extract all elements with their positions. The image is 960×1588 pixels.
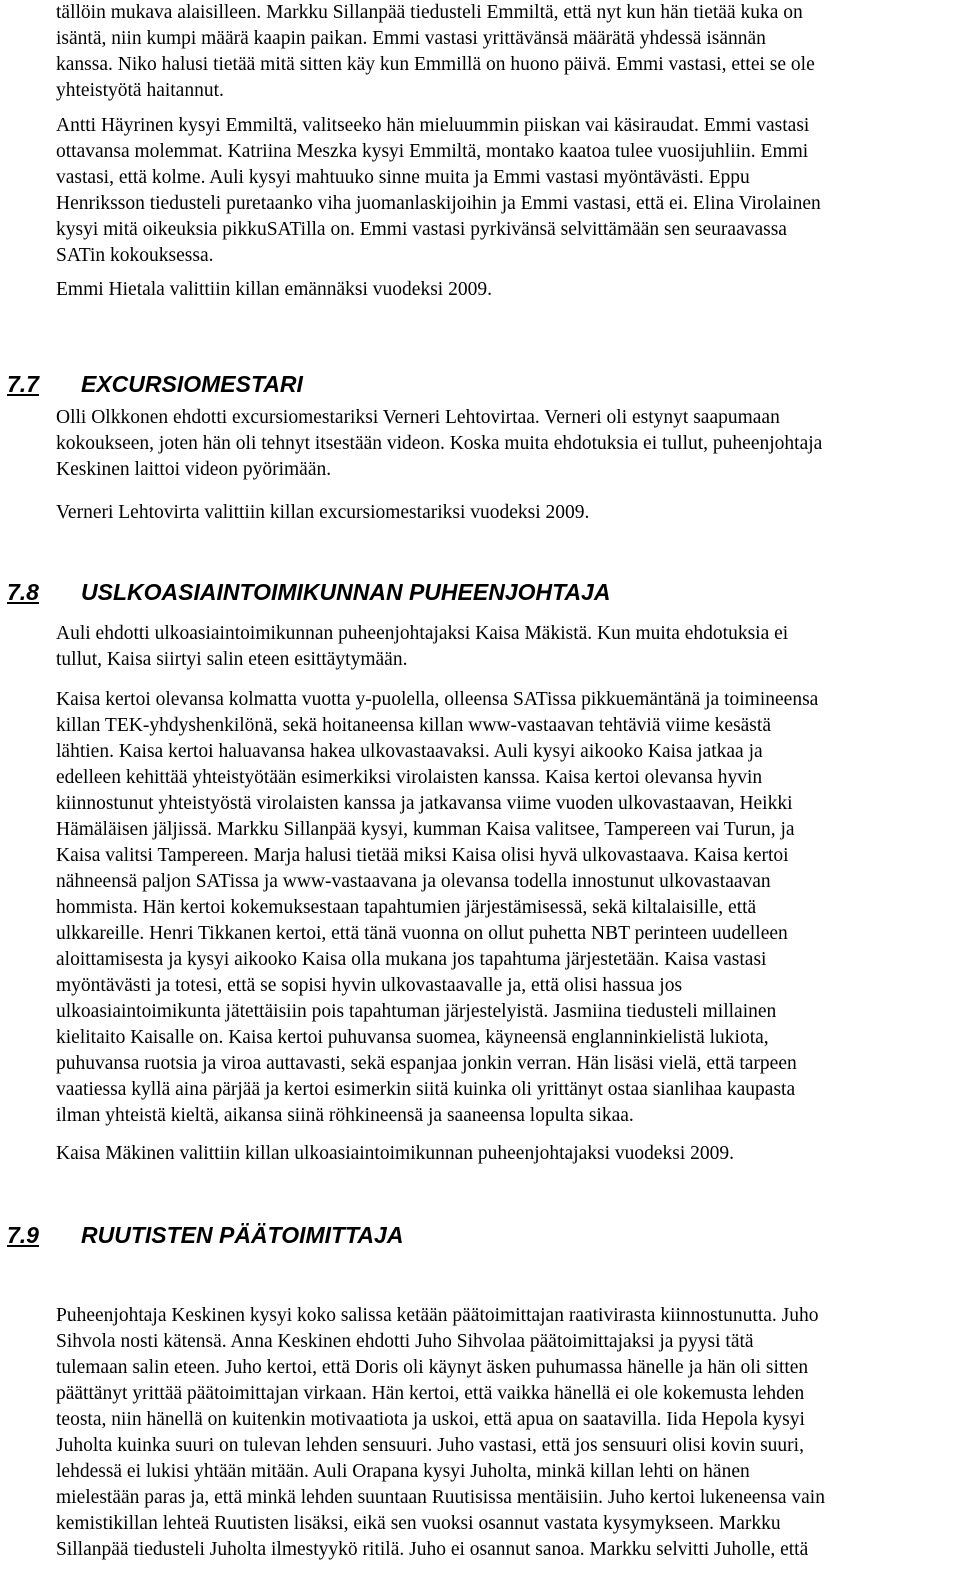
paragraph bbox=[56, 621, 956, 673]
text-line: myöntävästi ja totesi, että se sopisi hyvin ulkovastaavalle ja, että olisi hassua jos bbox=[56, 975, 683, 996]
text-line: edelleen kehittää yhteistyötään esimerkiksi virolaisten kanssa. Kaisa kertoi olevansa hyvin bbox=[56, 767, 763, 788]
text-line: killan TEK-yhdyshenkilönä, sekä hoitaneensa killan www-vastaavan tehtäviä viime kesästä bbox=[56, 715, 771, 736]
text-line: tällöin mukava alaisilleen. Markku Sillanpää tiedusteli Emmiltä, että nyt kun hän tietää kuka on bbox=[56, 2, 803, 23]
text-line: Emmi Hietala valittiin killan emännäksi vuodeksi 2009. bbox=[56, 279, 492, 300]
section-number: 7.7 bbox=[7, 371, 39, 397]
text-line: Olli Olkkonen ehdotti excursiomestariksi Verneri Lehtovirtaa. Verneri oli estynyt saapumaan bbox=[56, 407, 780, 428]
text-line: Verneri Lehtovirta valittiin killan excursiomestariksi vuodeksi 2009. bbox=[56, 502, 590, 523]
text-line: kanssa. Niko halusi tietää mitä sitten käy kun Emmillä on huono päivä. Emmi vastasi, ettei se ole bbox=[56, 54, 815, 75]
text-line: kielitaito Kaisalle on. Kaisa kertoi puhuvansa suomea, käyneensä englanninkielistä lukiota, bbox=[56, 1027, 769, 1048]
text-line: Antti Häyrinen kysyi Emmiltä, valitseeko hän mieluummin piiskan vai käsiraudat. Emmi vastasi bbox=[56, 115, 810, 136]
text-line: Keskinen laittoi videon pyörimään. bbox=[56, 459, 332, 480]
section-title: EXCURSIOMESTARI bbox=[81, 371, 303, 397]
text-line: ilman yhteistä kieltä, aikansa siinä röhkineensä ja saaneensa lopulta sikaa. bbox=[56, 1105, 634, 1126]
text-line: lehdessä ei lukisi yhtään mitään. Auli Orapana kysyi Juholta, minkä killan lehti on hänen bbox=[56, 1461, 750, 1482]
paragraph bbox=[56, 0, 956, 104]
paragraph bbox=[56, 687, 956, 1129]
text-line: yhteistyötä haitannut. bbox=[56, 80, 224, 101]
text-line: SATin kokouksessa. bbox=[56, 245, 214, 266]
text-line: mielestään paras ja, että minkä lehden suuntaan Ruutisissa mentäisiin. Juho kertoi lukeneensa vain bbox=[56, 1487, 825, 1508]
text-line: Kaisa kertoi olevansa kolmatta vuotta y-puolella, olleensa SATissa pikkuemäntänä ja toimineensa bbox=[56, 689, 819, 710]
text-line: Kaisa Mäkinen valittiin killan ulkoasiaintoimikunnan puheenjohtajaksi vuodeksi 2009. bbox=[56, 1143, 735, 1164]
paragraph bbox=[56, 1303, 956, 1563]
text-line: teosta, niin hänellä on kuitenkin motivaatiota ja uskoi, että apua on saatavilla. Iida Hepola kysyi bbox=[56, 1409, 805, 1430]
paragraph bbox=[56, 405, 956, 483]
text-line: kysyi mitä oikeuksia pikkuSATilla on. Emmi vastasi pyrkivänsä selvittämään sen seuraavassa bbox=[56, 219, 787, 240]
text-line: vaatiessa kyllä aina pärjää ja kertoi esimerkin siitä kuinka oli yrittänyt ostaa sianlihaa kaupasta bbox=[56, 1079, 796, 1100]
text-line: Henriksson tiedusteli puretaanko viha juomanlaskijoihin ja Emmi vastasi, että ei. Elina Virolainen bbox=[56, 193, 821, 214]
section-title: RUUTISTEN PÄÄTOIMITTAJA bbox=[81, 1222, 404, 1248]
text-line: ulkkareille. Henri Tikkanen kertoi, että tänä vuonna on ollut puhetta NBT perinteen uudelleen bbox=[56, 923, 788, 944]
text-line: kemistikillan lehteä Ruutisten lisäksi, eikä sen vuoksi osannut vastata kysymykseen. Markku bbox=[56, 1513, 781, 1534]
text-line: aloittamisesta ja kysyi aikooko Kaisa olla mukana jos tapahtuma järjestetään. Kaisa vastasi bbox=[56, 949, 767, 970]
text-line: ulkoasiaintoimikunta jätettäisiin pois tapahtuman järjestelyistä. Jasmiina tiedusteli millainen bbox=[56, 1001, 777, 1022]
text-line: puhuvansa ruotsia ja viroa auttavasti, sekä espanjaa jonkin verran. Hän lisäsi vielä, että tarpeen bbox=[56, 1053, 797, 1074]
text-line: vastasi, että kolme. Auli kysyi mahtuuko sinne muita ja Emmi vastasi myöntävästi. Eppu bbox=[56, 167, 750, 188]
section-title: USLKOASIAINTOIMIKUNNAN PUHEENJOHTAJA bbox=[81, 579, 611, 605]
paragraph bbox=[56, 1141, 956, 1167]
text-line: päättänyt yrittää päätoimittajan virkaan. Hän kertoi, että vaikka hänellä ei ole kokemusta lehden bbox=[56, 1383, 805, 1404]
text-line: tullut, Kaisa siirtyi salin eteen esittäytymään. bbox=[56, 649, 408, 670]
text-line: Sillanpää tiedusteli Juholta ilmestyykö ritilä. Juho ei osannut sanoa. Markku selvitti Juholle, että bbox=[56, 1539, 809, 1560]
paragraph bbox=[56, 277, 956, 303]
text-line: Auli ehdotti ulkoasiaintoimikunnan puheenjohtajaksi Kaisa Mäkistä. Kun muita ehdotuksia ei bbox=[56, 623, 789, 644]
text-line: kokoukseen, joten hän oli tehnyt itsestään videon. Koska muita ehdotuksia ei tullut, puheenjohtaja bbox=[56, 433, 823, 454]
paragraph bbox=[56, 500, 956, 526]
section-number: 7.8 bbox=[7, 579, 39, 605]
text-line: Juholta kuinka suuri on tulevan lehden sensuuri. Juho vastasi, että jos sensuuri olisi kovin suuri, bbox=[56, 1435, 804, 1456]
text-line: lähtien. Kaisa kertoi haluavansa hakea ulkovastaavaksi. Auli kysyi aikooko Kaisa jatkaa ja bbox=[56, 741, 763, 762]
paragraph bbox=[56, 113, 956, 269]
section-heading bbox=[7, 578, 610, 606]
text-line: tulemaan salin eteen. Juho kertoi, että Doris oli käynyt äsken puhumassa hänelle ja hän oli sitten bbox=[56, 1357, 809, 1378]
text-line: hommista. Hän kertoi kokemuksestaan tapahtumien järjestämisessä, sekä kiltalaisille, että bbox=[56, 897, 757, 918]
text-line: nähneensä paljon SATissa ja www-vastaavana ja olevansa todella innostunut ulkovastaavan bbox=[56, 871, 771, 892]
text-line: ottavansa molemmat. Katriina Meszka kysyi Emmiltä, montako kaatoa tulee vuosijuhliin. Emmi bbox=[56, 141, 809, 162]
text-line: kiinnostunut yhteistyöstä virolaisten kanssa ja jatkavansa viime vuoden ulkovastaavan, Heikki bbox=[56, 793, 793, 814]
section-heading bbox=[7, 370, 303, 398]
section-number: 7.9 bbox=[7, 1222, 39, 1248]
section-heading bbox=[7, 1221, 403, 1249]
text-line: Sihvola nosti kätensä. Anna Keskinen ehdotti Juho Sihvolaa päätoimittajaksi ja pyysi tätä bbox=[56, 1331, 754, 1352]
text-line: Hämäläisen jäljissä. Markku Sillanpää kysyi, kumman Kaisa valitsee, Tampereen vai Turun, ja bbox=[56, 819, 795, 840]
text-line: Puheenjohtaja Keskinen kysyi koko salissa ketään päätoimittajan raativirasta kiinnostunutta. Juho bbox=[56, 1305, 819, 1326]
text-line: Kaisa valitsi Tampereen. Marja halusi tietää miksi Kaisa olisi hyvä ulkovastaava. Kaisa kertoi bbox=[56, 845, 789, 866]
text-line: isäntä, niin kumpi määrä kaapin paikan. Emmi vastasi yrittävänsä määrätä yhdessä isännän bbox=[56, 28, 766, 49]
